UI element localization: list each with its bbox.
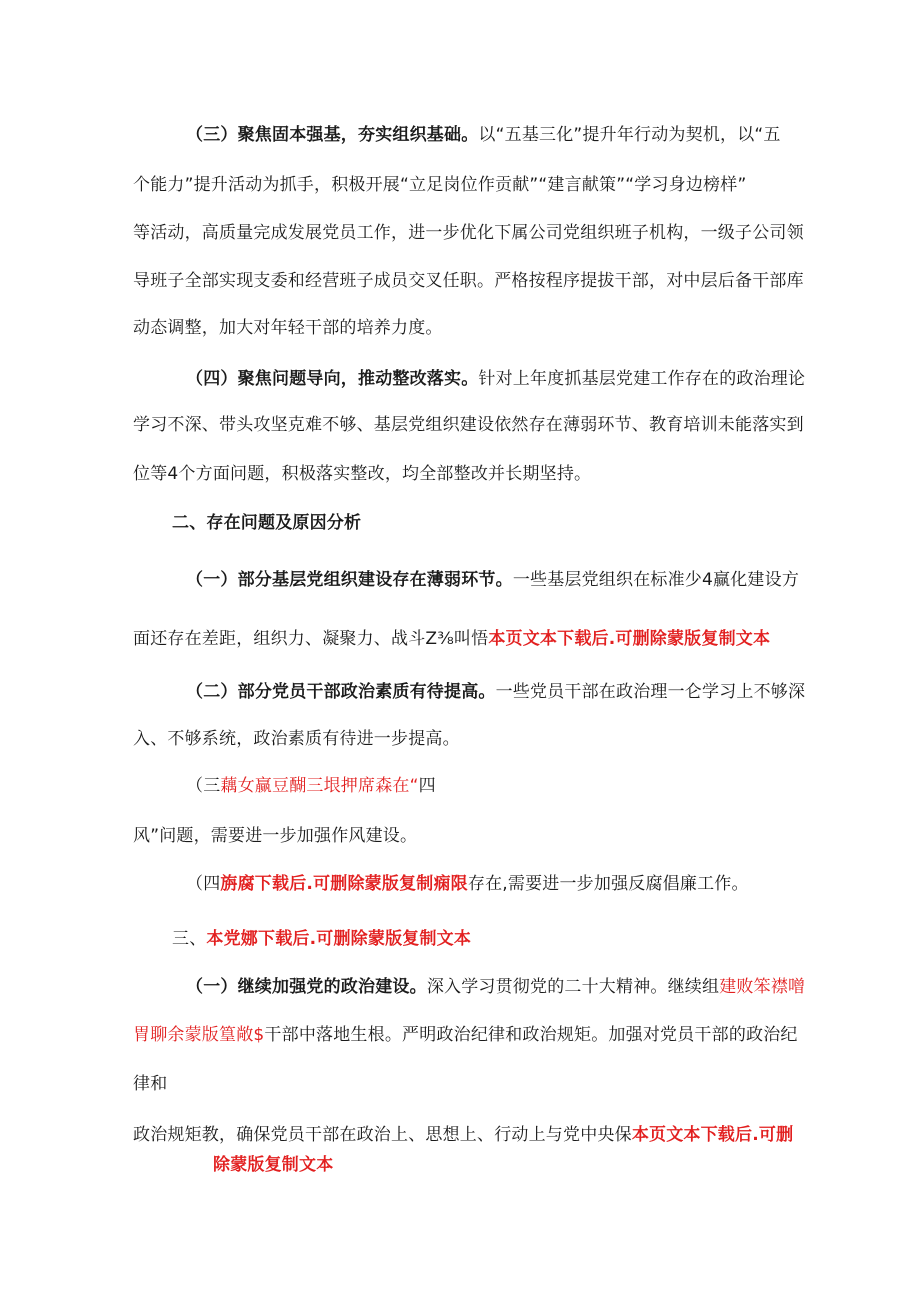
s2-item1-line-2 (133, 628, 770, 650)
s3-item1-watermark-text-1: 本页文本下载后.可删 (631, 1125, 794, 1145)
s3-item1-line-4-text: 政治规矩教，确保党员干部在政治上、思想上、行动上与党中央保 (133, 1125, 632, 1145)
s3-item1-garbled-text-2: 胃聊余蒙版篁敞$ (133, 1025, 265, 1045)
s2-item1-watermark-text: 本页文本下载后.可删除蒙版复制文本 (488, 629, 771, 649)
s2-item3-prefix: （三 (186, 776, 221, 796)
p3-line-1-text: 以“五基三化”提升年行动为契机，以“五 (478, 125, 781, 145)
s2-item1-heading: （一）部分基层党组织建设存在薄弱环节。 (186, 570, 513, 590)
s3-item1-line-4 (133, 1124, 793, 1146)
s2-item2-line-1 (186, 681, 805, 703)
s2-item4-prefix: （四 (186, 874, 221, 894)
section3-number: 三、 (172, 929, 207, 949)
p4-line-1-text: 针对上年度抓基层党建工作存在的政治理论 (478, 369, 806, 389)
p3-line-4: 导班子全部实现支委和经营班子成员交叉任职。严格按程序提拔干部，对中层后备干部库 (133, 271, 804, 291)
s3-item1-line-2 (133, 1024, 798, 1046)
s2-item3-line-2: 风”问题，需要进一步加强作风建设。 (133, 826, 418, 846)
s3-item1-garbled-text-1: 建败笨襟噌 (719, 977, 806, 997)
s3-item1-heading: （一）继续加强党的政治建设。 (186, 977, 427, 997)
s2-item1-line-1-text: 一些基层党组织在标准少4赢化建设方 (512, 570, 800, 590)
p3-line-5: 动态调整，加大对年轻干部的培养力度。 (133, 318, 443, 338)
s2-item2-line-1-text: 一些党员干部在政治理一仑学习上不够深 (495, 682, 806, 702)
s2-item4-watermark-text: 旃腐下载后.可删除蒙版复制痫限 (220, 874, 468, 894)
s2-item1-line-1 (186, 569, 799, 591)
section2-title: 二、存在问题及原因分析 (172, 513, 362, 533)
p3-heading: （三）聚焦固本强基，夯实组织基础。 (186, 125, 479, 145)
s3-item1-line-2-text: 干部中落地生根。严明政治纪律和政治规矩。加强对党员干部的政治纪 (264, 1025, 798, 1045)
p4-line-2: 学习不深、带头攻坚克难不够、基层党组织建设依然存在薄弱环节、教育培训未能落实到 (133, 415, 804, 435)
s3-item1-line-3: 律和 (133, 1074, 168, 1094)
p4-heading: （四）聚焦问题导向，推动整改落实。 (186, 369, 479, 389)
p3-line-3: 等活动，高质量完成发展党员工作，进一步优化下属公司党组织班子机构，一级子公司领 (133, 223, 804, 243)
section3-watermark-title: 本党娜下载后.可删除蒙版复制文本 (206, 929, 472, 949)
s2-item4-line-1-text: 存在,需要进一步加强反腐倡廉工作。 (467, 874, 749, 894)
s3-item1-line-5 (213, 1154, 333, 1176)
s3-item1-line-1 (186, 976, 805, 998)
s2-item2-line-2: 入、不够系统，政治素质有待进一步提高。 (133, 729, 460, 749)
p4-line-1 (186, 368, 805, 390)
s2-item4-line-1 (186, 873, 749, 895)
p3-line-1 (186, 124, 781, 146)
s2-item3-line-1 (186, 775, 436, 797)
s2-item3-suffix: 四 (418, 776, 436, 796)
p3-line-2: 个能力”提升活动为抓手，积极开展“立足岗位作贡献”“建言献策”“学习身边榜样” (133, 175, 747, 195)
s2-item2-heading: （二）部分党员干部政治素质有待提高。 (186, 682, 496, 702)
s2-item1-line-2-text: 面还存在差距，组织力、凝聚力、战斗Z⅜叫悟 (133, 629, 489, 649)
s2-item3-garbled-text: 藕女赢豆醐三垠押席森在“ (220, 776, 419, 796)
p4-line-3: 位等4个方面问题，积极落实整改，均全部整改并长期坚持。 (133, 464, 592, 484)
s3-item1-line-1-text: 深入学习贯彻党的二十大精神。继续组 (426, 977, 720, 997)
section3-title (172, 928, 471, 950)
s3-item1-watermark-text-2: 除蒙版复制文本 (213, 1155, 334, 1175)
